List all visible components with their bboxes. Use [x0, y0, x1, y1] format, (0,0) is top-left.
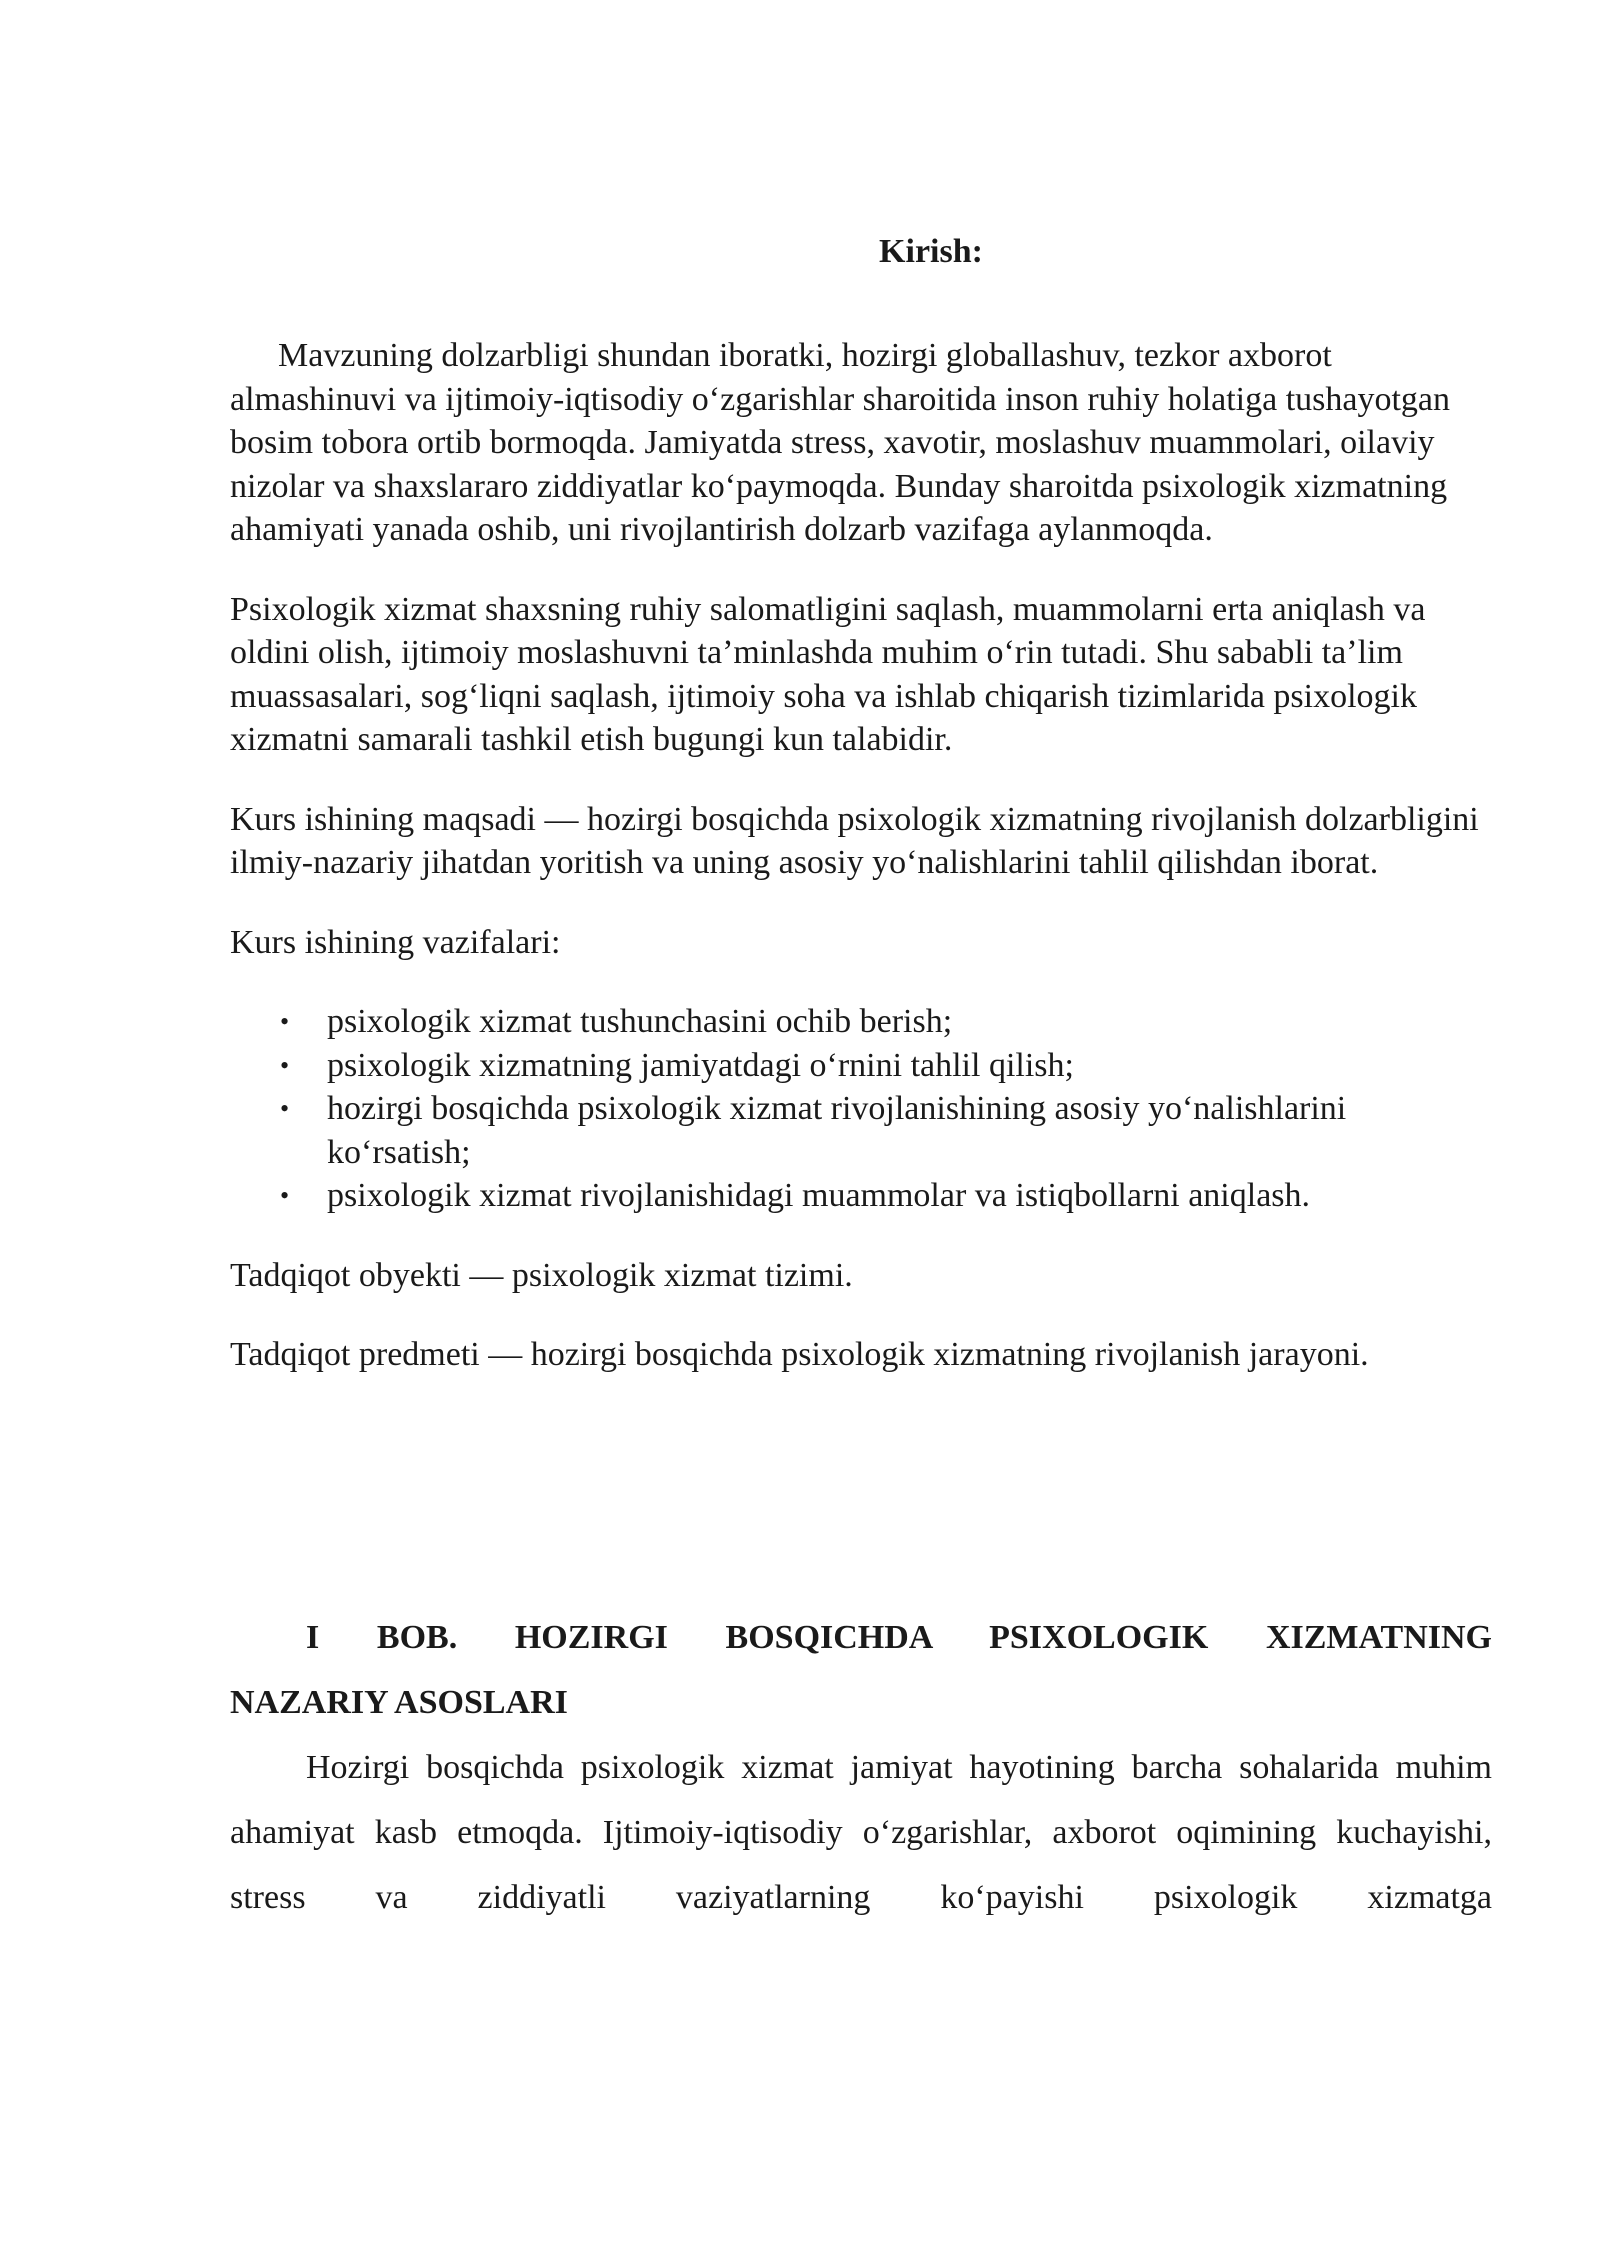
task-text: psixologik xizmat tushunchasini ochib berish;: [327, 1003, 953, 1040]
list-item: [230, 1087, 1492, 1174]
list-item: [230, 1174, 1492, 1218]
intro-paragraph-relevance: Mavzuning dolzarbligi shundan iboratki, hozirgi globallashuv, tezkor axborot almashinuvi va ijtimoiy-iqtisodiy oʻzgarishlar sharoitida inson ruhiy holatiga tushayotgan bosim tobora ortib bormoqda. Jamiyatda stress, xavotir, moslashuv muammolari, oilaviy nizolar va shaxslararo ziddiyatlar koʻpaymoqda. Bunday sharoitda psixologik xizmatning ahamiyati yanada oshib, uni rivojlantirish dolzarb vazifaga aylanmoqda.: [230, 337, 1451, 548]
intro-paragraph-goal: Kurs ishining maqsadi — hozirgi bosqichda psixologik xizmatning rivojlanish dolzarbligini ilmiy-nazariy jihatdan yoritish va uning asosiy yoʻnalishlarini tahlil qilishdan iborat.: [230, 800, 1479, 881]
task-text: hozirgi bosqichda psixologik xizmat rivojlanishining asosiy yoʻnalishlarini koʻrsatish;: [327, 1090, 1347, 1171]
tasks-list: [230, 1000, 1492, 1218]
intro-section: [230, 334, 1492, 1413]
task-text: psixologik xizmat rivojlanishidagi muammolar va istiqbollarni aniqlash.: [327, 1177, 1311, 1214]
bullet-icon: •: [280, 1181, 290, 1210]
list-item: [230, 1044, 1492, 1088]
intro-tasks-label: Kurs ishining vazifalari:: [230, 923, 561, 961]
bullet-icon: •: [280, 1050, 290, 1080]
chapter-body-paragraph: Hozirgi bosqichda psixologik xizmat jamiyat hayotining barcha sohalarida muhim ahamiyat kasb etmoqda. Ijtimoiy-iqtisodiy oʻzgarishlar, axborot oqimining kuchayishi, stress va ziddiyatli vaziyatlarning koʻpayishi psixologik xizmatga: [230, 1749, 1492, 1916]
chapter-title: [230, 1605, 1492, 1735]
intro-heading: Kirish:: [879, 233, 983, 270]
chapter-section: [230, 1605, 1492, 1930]
chapter-title-line-2: NAZARIY ASOSLARI: [230, 1684, 568, 1721]
research-object: Tadqiqot obyekti — psixologik xizmat tizimi.: [230, 1256, 853, 1294]
bullet-icon: •: [280, 1094, 290, 1123]
research-subject: Tadqiqot predmeti — hozirgi bosqichda psixologik xizmatning rivojlanish jarayoni.: [230, 1336, 1369, 1373]
intro-paragraph-importance: Psixologik xizmat shaxsning ruhiy salomatligini saqlash, muammolarni erta aniqlash va oldini olish, ijtimoiy moslashuvni taʼminlashda muhim oʻrin tutadi. Shu sababli taʼlim muassasalari, sogʻliqni saqlash, ijtimoiy soha va ishlab chiqarish tizimlarida psixologik xizmatni samarali tashkil etish bugungi kun talabidir.: [230, 590, 1426, 758]
chapter-title-line-1: I BOB. HOZIRGI BOSQICHDA PSIXOLOGIK XIZMATNING: [306, 1619, 1492, 1656]
bullet-icon: •: [280, 1007, 290, 1036]
list-item: [230, 1000, 1492, 1044]
task-text: psixologik xizmatning jamiyatdagi oʻrnini tahlil qilish;: [327, 1046, 1074, 1084]
